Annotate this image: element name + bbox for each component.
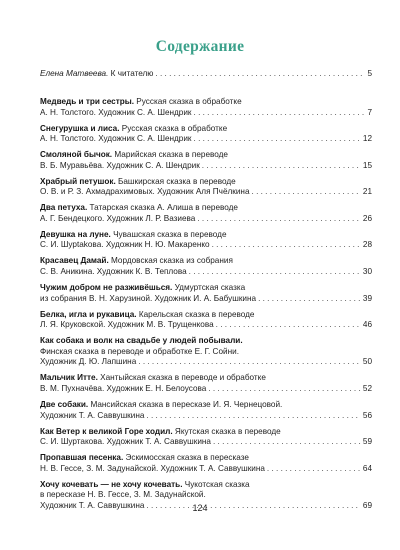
- intro-text: К читателю: [108, 69, 154, 78]
- entry-title: Два петуха.: [40, 203, 88, 213]
- entry-title: Храбрый петушок.: [40, 176, 116, 186]
- toc-entry[interactable]: [40, 336, 372, 368]
- entry-title: Две собаки.: [40, 399, 89, 409]
- entry-line3: Художник Д. Ю. Лапшина: [40, 357, 137, 367]
- entry-line2: из собрания В. Н. Харузиной. Художник И. А. Бабушкина: [40, 293, 257, 303]
- entry-page-number: 26: [362, 213, 372, 223]
- entry-page-number: 59: [362, 437, 372, 447]
- dot-leader: [216, 320, 361, 331]
- entry-page-number: 56: [362, 410, 372, 420]
- toc-entry[interactable]: [40, 453, 372, 474]
- entry-line2: Л. Я. Круковской. Художник М. В. Трущенкова: [40, 320, 214, 330]
- toc-entry[interactable]: [40, 150, 372, 171]
- dot-leader: [197, 214, 361, 225]
- entry-line3: Художник Т. А. Саввушкина: [40, 500, 145, 510]
- toc-entries: [40, 97, 372, 517]
- toc-entry[interactable]: [40, 230, 372, 251]
- dot-leader: [194, 134, 361, 145]
- entry-line1: Якутская сказка в переводе: [172, 426, 281, 436]
- entry-line1: Башкирская сказка в переводе: [115, 176, 236, 186]
- entry-title: Как Ветер к великой Горе ходил.: [40, 426, 173, 436]
- intro-page-number: 5: [367, 69, 372, 78]
- entry-line2: А. Г. Бендецкого. Художник Л. Р. Вазиева: [40, 213, 196, 223]
- entry-line1: Хантыйская сказка в переводе и обработке: [97, 373, 266, 383]
- dot-leader: [252, 187, 361, 198]
- toc-entry[interactable]: [40, 203, 372, 224]
- entry-line2: О. В. и Р. З. Ахмадрахимовых. Художник Аля Пчёлкина: [40, 187, 250, 197]
- entry-title: Смоляной бычок.: [40, 150, 113, 160]
- entry-line2: С. В. Аникина. Художник К. В. Теплова: [40, 267, 187, 277]
- entry-line2: В. Б. Муравьёва. Художник С. А. Шендрик: [40, 160, 200, 170]
- toc-entry[interactable]: [40, 124, 372, 145]
- entry-line2: Н. В. Гессе, З. М. Задунайской. Художник Т. А. Саввушкина: [40, 463, 265, 473]
- intro-author: Елена Матвеева.: [40, 69, 109, 78]
- entry-page-number: 12: [362, 134, 372, 144]
- dot-leader: [213, 437, 361, 448]
- dot-leader: [194, 108, 366, 119]
- entry-page-number: 52: [362, 383, 372, 393]
- entry-line2: С. И. Шурtakoвa. Художник Н. Ю. Макаренко: [40, 240, 210, 250]
- entry-title: Пропавшая песенка.: [40, 453, 124, 463]
- entry-title: Чужим добром не разживёшься.: [40, 283, 173, 293]
- entry-page-number: 64: [362, 463, 372, 473]
- entry-line2: А. Н. Толстого. Художник С. А. Шендрик: [40, 134, 192, 144]
- entry-page-number: 39: [362, 293, 372, 303]
- folio-page-number: 124: [192, 503, 208, 513]
- dot-leader: [258, 294, 361, 305]
- entry-title: Снегурушка и лиса.: [40, 123, 120, 133]
- entry-page-number: 30: [362, 267, 372, 277]
- entry-line1: Мансийская сказка в пересказе И. Я. Чернецовой.: [88, 399, 283, 409]
- entry-line1: Чувашская сказка в переводе: [110, 229, 227, 239]
- entry-title: Как собака и волк на свадьбе у людей побывали.: [40, 336, 243, 346]
- toc-entry[interactable]: [40, 97, 372, 118]
- dot-leader: [146, 411, 360, 422]
- entry-line1: Удмуртская сказка: [172, 283, 246, 293]
- entry-line2: Художник Т. А. Саввушкина: [40, 410, 145, 420]
- toc-entry[interactable]: [40, 256, 372, 277]
- toc-entry[interactable]: [40, 310, 372, 331]
- entry-line2: в пересказе Н. В. Гессе, З. М. Задунайской.: [40, 490, 206, 500]
- toc-entry[interactable]: [40, 283, 372, 304]
- entry-page-number: 50: [362, 357, 372, 367]
- entry-line1: Эскимосская сказка в пересказе: [123, 453, 249, 463]
- entry-line2: А. Н. Толстого. Художник С. А. Шендрик: [40, 107, 192, 117]
- toc-entry[interactable]: [40, 373, 372, 394]
- entry-line1: Мордовская сказка из собрания: [108, 256, 233, 266]
- entry-line2: В. М. Пухначёва. Художник Е. Н. Белоусова: [40, 383, 207, 393]
- entry-page-number: 15: [362, 160, 372, 170]
- toc-entry[interactable]: [40, 427, 372, 448]
- toc-intro-entry[interactable]: [40, 69, 372, 80]
- toc-entry[interactable]: [40, 400, 372, 421]
- entry-title: Девушка на луне.: [40, 229, 111, 239]
- entry-page-number: 28: [362, 240, 372, 250]
- entry-line1: Карельская сказка в переводе: [136, 309, 255, 319]
- entry-page-number: 69: [362, 500, 372, 510]
- entry-title: Белка, игла и рукавица.: [40, 309, 137, 319]
- toc-entry[interactable]: [40, 177, 372, 198]
- entry-page-number: 7: [367, 107, 372, 117]
- dot-leader: [138, 357, 361, 368]
- entry-title: Медведь и три сестры.: [40, 97, 135, 106]
- entry-title: Хочу кочевать — не хочу кочевать.: [40, 479, 183, 489]
- entry-page-number: 21: [362, 187, 372, 197]
- entry-line1: Татарская сказка А. Алиша в переводе: [87, 203, 238, 213]
- entry-line1: Марийская сказка в переводе: [112, 150, 228, 160]
- dot-leader: [208, 384, 361, 395]
- entry-line1: Русская сказка в обработке: [134, 97, 242, 106]
- dot-leader: [155, 69, 365, 80]
- toc-heading: Содержание: [155, 38, 245, 55]
- dot-leader: [212, 240, 361, 251]
- dot-leader: [202, 161, 361, 172]
- entry-page-number: 46: [362, 320, 372, 330]
- dot-leader: [267, 464, 361, 475]
- entry-line1: Чукотская сказка: [182, 479, 250, 489]
- entry-line1: Русская сказка в обработке: [119, 123, 228, 133]
- dot-leader: [189, 267, 361, 278]
- entry-line2: С. И. Шуртакова. Художник Т. А. Саввушкина: [40, 437, 211, 447]
- entry-title: Мальчик Итте.: [40, 373, 98, 383]
- entry-line2: Финская сказка в переводе и обработке Е. Г. Сойни.: [40, 346, 239, 356]
- entry-title: Красавец Дамай.: [40, 256, 109, 266]
